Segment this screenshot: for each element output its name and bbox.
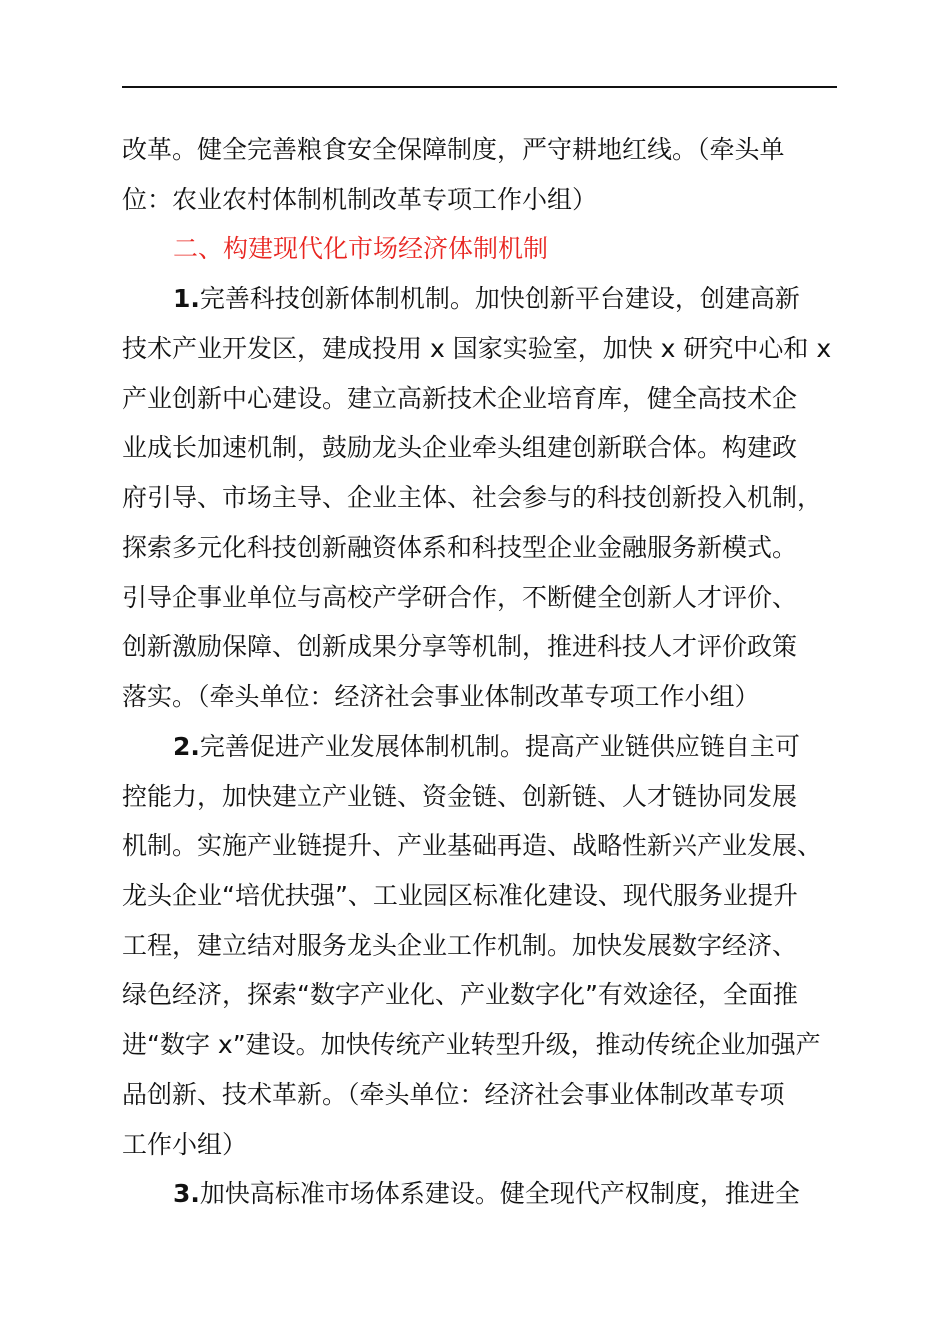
body-line: 府引导、市场主导、企业主体、社会参与的科技创新投入机制， (122, 483, 823, 512)
body-line: 技术产业开发区，建成投用 x 国家实验室，加快 x 研究中心和 x (122, 334, 832, 363)
body-line: 引导企事业单位与高校产学研合作，不断健全创新人才评价、 (122, 583, 798, 612)
body-line: 龙头企业“培优扶强”、工业园区标准化建设、现代服务业提升 (122, 881, 798, 910)
body-line: 工作小组） (122, 1130, 248, 1159)
body-line: 机制。实施产业链提升、产业基础再造、战略性新兴产业发展、 (122, 831, 823, 860)
body-line: 改革。健全完善粮食安全保障制度，严守耕地红线。（牵头单 (122, 135, 785, 164)
header-rule (122, 86, 837, 88)
body-line: 创新激励保障、创新成果分享等机制，推进科技人才评价政策 (122, 632, 798, 661)
body-line: 加快高标准市场体系建设。健全现代产权制度，推进全 (199, 1179, 800, 1208)
body-line: 产业创新中心建设。建立高新技术企业培育库，健全高技术企 (122, 384, 798, 413)
body-line: 进“数字 x”建设。加快传统产业转型升级，推动传统企业加强产 (122, 1030, 821, 1059)
body-line: 完善科技创新体制机制。加快创新平台建设，创建高新 (199, 284, 800, 313)
body-line: 业成长加速机制，鼓励龙头企业牵头组建创新联合体。构建政 (122, 433, 798, 462)
body-line: 完善促进产业发展体制机制。提高产业链供应链自主可 (199, 732, 800, 761)
paragraph-number: 2. (173, 732, 200, 761)
section-heading: 二、构建现代化市场经济体制机制 (173, 234, 549, 263)
body-line: 落实。（牵头单位：经济社会事业体制改革专项工作小组） (122, 682, 760, 711)
body-line: 控能力，加快建立产业链、资金链、创新链、人才链协同发展 (122, 782, 798, 811)
paragraph-1-first-line (173, 281, 800, 317)
body-line: 工程，建立结对服务龙头企业工作机制。加快发展数字经济、 (122, 931, 798, 960)
paragraph-2-first-line (173, 729, 800, 765)
paragraph-number: 1. (173, 284, 200, 313)
body-line: 探索多元化科技创新融资体系和科技型企业金融服务新模式。 (122, 533, 798, 562)
body-line: 位：农业农村体制机制改革专项工作小组） (122, 185, 598, 214)
paragraph-3-first-line (173, 1176, 800, 1212)
paragraph-number: 3. (173, 1179, 200, 1208)
body-line: 绿色经济，探索“数字产业化、产业数字化”有效途径，全面推 (122, 980, 798, 1009)
body-line: 品创新、技术革新。（牵头单位：经济社会事业体制改革专项 (122, 1080, 785, 1109)
